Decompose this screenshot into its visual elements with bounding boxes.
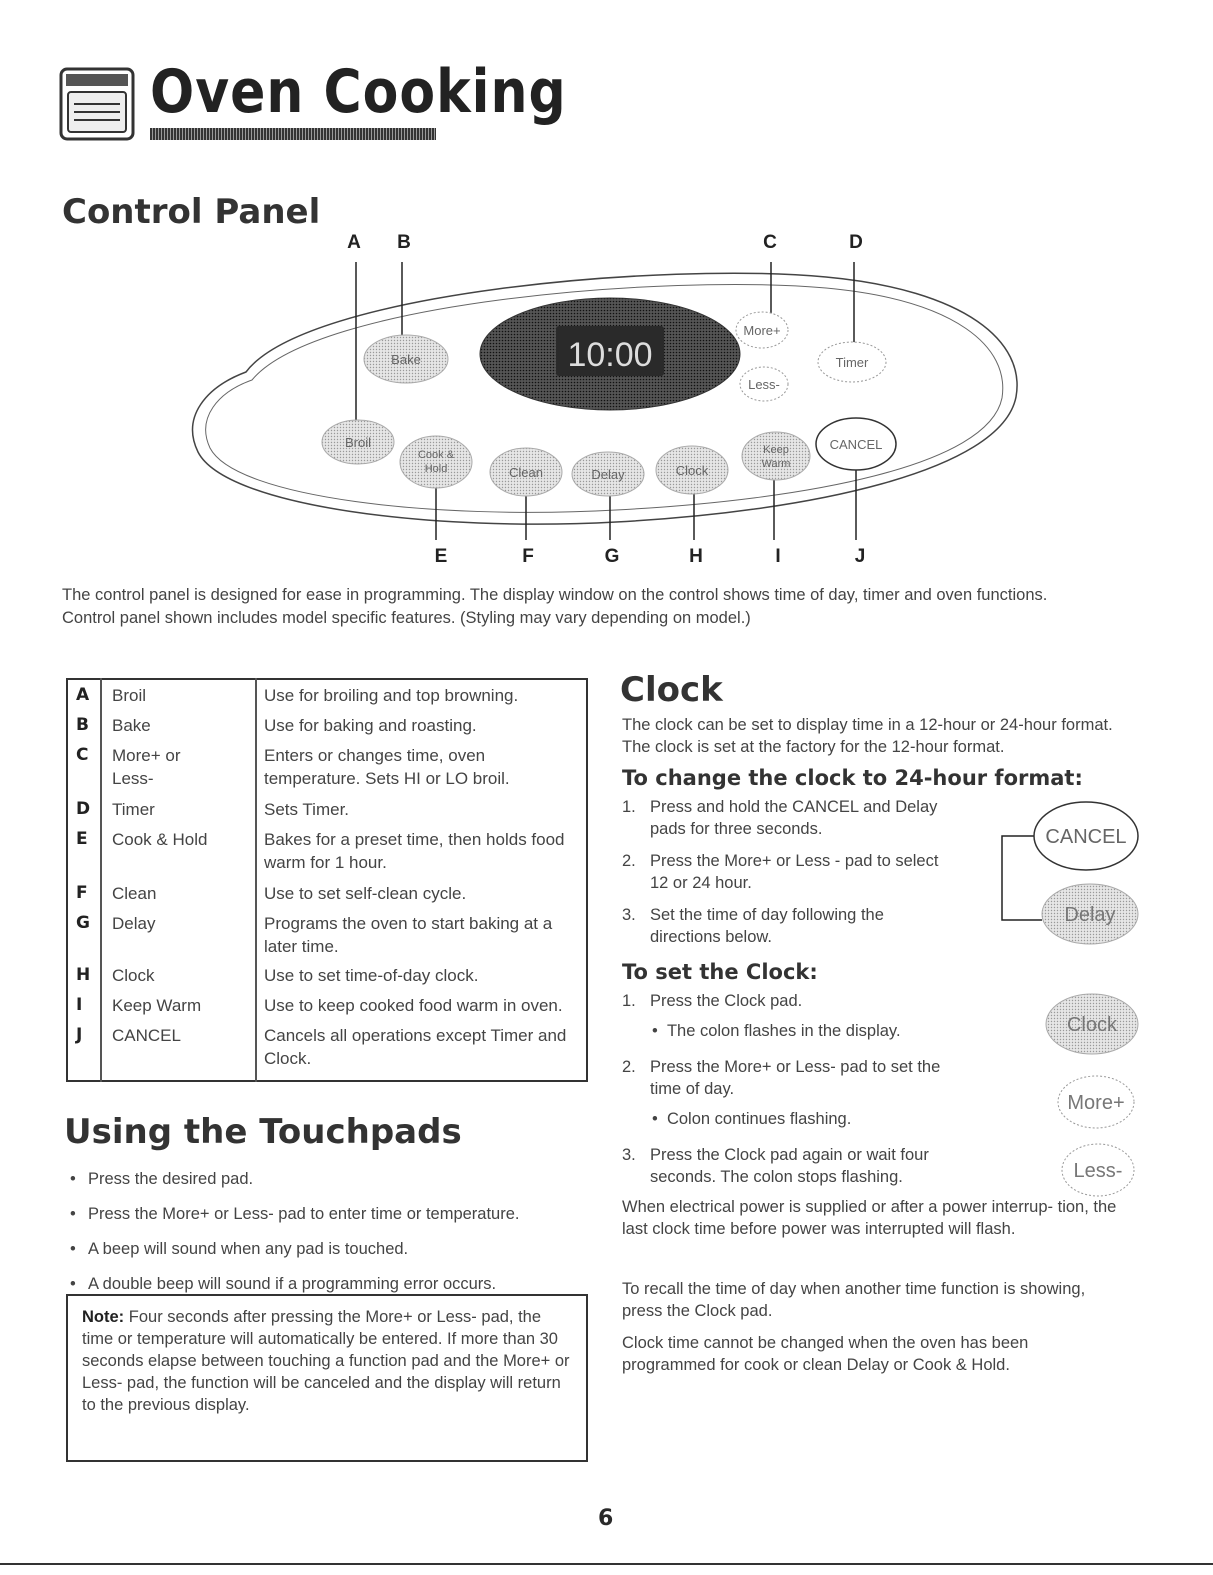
control-panel-diagram bbox=[186, 222, 1046, 578]
row-name: CANCEL bbox=[112, 1026, 181, 1045]
row-desc: Use to set time-of-day clock. bbox=[264, 966, 479, 985]
row-letter: E bbox=[76, 829, 88, 849]
svg-text:Clock: Clock bbox=[1066, 1014, 1118, 1036]
row-desc: Use to set self-clean cycle. bbox=[264, 884, 467, 903]
row-name: Timer bbox=[112, 800, 155, 819]
row-name: Bake bbox=[112, 716, 151, 735]
row-desc: Bakes for a preset time, then holds food warm for 1 hour. bbox=[264, 830, 565, 872]
row-desc: Use for broiling and top browning. bbox=[264, 686, 519, 705]
side-pad-illustrations bbox=[990, 780, 1150, 1200]
legend-table bbox=[66, 678, 588, 1082]
intro-line: The control panel is designed for ease in programming. The display window on the control shows time of day, timer and oven functions. bbox=[62, 586, 1048, 604]
svg-text:Clock: Clock bbox=[675, 463, 709, 478]
clock-pad[interactable] bbox=[1046, 994, 1138, 1054]
svg-text:More+: More+ bbox=[743, 323, 781, 338]
svg-text:Less-: Less- bbox=[748, 377, 780, 392]
control-panel-intro bbox=[62, 584, 1162, 630]
list-item: • A beep will sound when any pad is touched. bbox=[68, 1238, 588, 1260]
clock-pad[interactable] bbox=[656, 446, 728, 494]
display-readout: 10:00 bbox=[567, 336, 653, 374]
callout-i: I bbox=[775, 546, 781, 567]
callout-e: E bbox=[434, 546, 448, 567]
cancel-pad[interactable] bbox=[1034, 802, 1138, 870]
control-panel-heading: Control Panel bbox=[62, 192, 321, 232]
svg-text:Timer: Timer bbox=[835, 355, 869, 370]
row-name: Cook & Hold bbox=[112, 830, 208, 849]
row-letter: A bbox=[76, 685, 90, 705]
row-desc: Programs the oven to start baking at a later time. bbox=[264, 914, 553, 956]
clean-pad[interactable] bbox=[490, 448, 562, 496]
row-letter: D bbox=[76, 799, 91, 819]
svg-text:Broil: Broil bbox=[344, 435, 372, 450]
note-text: Four seconds after pressing the More+ or Less- pad, the time or temperature will automatically be entered. If more than 30 seconds elapse between touching a function pad and the More+ or Less- pad, the function will be canceled and the display will return to the previous display. bbox=[82, 1308, 570, 1414]
row-letter: G bbox=[76, 913, 90, 933]
svg-text:CANCEL: CANCEL bbox=[829, 437, 883, 452]
touchpads-heading: Using the Touchpads bbox=[64, 1112, 462, 1152]
row-desc: Sets Timer. bbox=[264, 800, 350, 819]
row-letter: F bbox=[76, 883, 88, 903]
more-pad[interactable] bbox=[736, 312, 788, 348]
title-underline bbox=[150, 128, 436, 140]
svg-text:Less-: Less- bbox=[1073, 1160, 1123, 1182]
cancel-pad[interactable] bbox=[816, 418, 896, 470]
row-name: Clean bbox=[112, 884, 157, 903]
more-pad[interactable] bbox=[1058, 1076, 1134, 1128]
svg-text:Hold: Hold bbox=[424, 463, 448, 475]
callout-g: G bbox=[604, 546, 620, 567]
table-divider bbox=[255, 678, 257, 1082]
set-clock-heading: To set the Clock: bbox=[622, 960, 818, 984]
timer-pad[interactable] bbox=[818, 342, 886, 382]
note-label: Note: bbox=[82, 1308, 125, 1326]
clock-heading: Clock bbox=[620, 670, 723, 710]
clock-para: Clock time cannot be changed when the oven has been programmed for cook or clean Delay or Cook & Hold. bbox=[622, 1334, 1029, 1374]
list-item: • Press the desired pad. bbox=[68, 1168, 588, 1190]
callout-a: A bbox=[347, 232, 361, 253]
svg-text:Warm: Warm bbox=[761, 458, 791, 470]
oven-icon bbox=[58, 66, 136, 142]
bake-pad[interactable] bbox=[364, 335, 448, 383]
row-name: Clock bbox=[112, 966, 155, 985]
svg-text:Bake: Bake bbox=[391, 352, 421, 367]
row-name: More+ or Less- bbox=[112, 746, 181, 788]
broil-pad[interactable] bbox=[322, 420, 394, 464]
callout-b: B bbox=[397, 232, 411, 253]
intro-line: Control panel shown includes model specific features. (Styling may vary depending on model.) bbox=[62, 609, 751, 627]
row-desc: Enters or changes time, oven temperature. Sets HI or LO broil. bbox=[264, 746, 510, 788]
svg-text:Clean: Clean bbox=[509, 465, 543, 480]
svg-text:Delay: Delay bbox=[1064, 904, 1116, 926]
cook-hold-pad[interactable] bbox=[400, 436, 472, 488]
delay-pad[interactable] bbox=[572, 452, 644, 496]
callout-h: H bbox=[689, 546, 703, 567]
sub-bullet: • The colon flashes in the display. bbox=[652, 1022, 901, 1040]
callout-f: F bbox=[522, 546, 534, 567]
less-pad[interactable] bbox=[740, 367, 788, 401]
clock-para: To recall the time of day when another time function is showing, press the Clock pad. bbox=[622, 1280, 1086, 1320]
list-item: • Press the More+ or Less- pad to enter time or temperature. bbox=[68, 1203, 588, 1225]
clock-intro: The clock can be set to display time in a 12-hour or 24-hour format. The clock is set at the factory for the 12-hour format. bbox=[622, 716, 1113, 756]
row-name: Keep Warm bbox=[112, 996, 202, 1015]
note-box bbox=[66, 1294, 588, 1462]
clock-para: When electrical power is supplied or after a power interrup- tion, the last clock time before power was interrupted will flash. bbox=[622, 1198, 1117, 1238]
table-divider bbox=[100, 678, 102, 1082]
callout-c: C bbox=[763, 232, 777, 253]
list-item: • A double beep will sound if a programming error occurs. bbox=[68, 1273, 588, 1295]
touchpads-bullets bbox=[68, 1168, 588, 1308]
row-letter: I bbox=[76, 995, 83, 1015]
delay-pad[interactable] bbox=[1042, 884, 1138, 944]
svg-text:Delay: Delay bbox=[591, 467, 625, 482]
bottom-rule bbox=[0, 1563, 1213, 1565]
svg-text:Keep: Keep bbox=[763, 444, 789, 456]
change-format-heading: To change the clock to 24-hour format: bbox=[622, 766, 1083, 790]
row-letter: C bbox=[76, 745, 89, 765]
page-title: Oven Cooking bbox=[150, 58, 567, 127]
row-letter: B bbox=[76, 715, 89, 735]
row-letter: J bbox=[76, 1025, 83, 1045]
sub-bullet: • Colon continues flashing. bbox=[652, 1110, 852, 1128]
row-name: Broil bbox=[112, 686, 147, 705]
row-desc: Cancels all operations except Timer and Clock. bbox=[264, 1026, 567, 1068]
row-name: Delay bbox=[112, 914, 156, 933]
row-desc: Use to keep cooked food warm in oven. bbox=[264, 996, 563, 1015]
less-pad[interactable] bbox=[1062, 1144, 1134, 1196]
callout-d: D bbox=[849, 232, 863, 253]
row-letter: H bbox=[76, 965, 91, 985]
svg-text:More+: More+ bbox=[1067, 1092, 1125, 1114]
page-number: 6 bbox=[598, 1506, 614, 1531]
svg-text:CANCEL: CANCEL bbox=[1045, 826, 1127, 848]
row-desc: Use for baking and roasting. bbox=[264, 716, 477, 735]
svg-text:Cook &: Cook & bbox=[417, 449, 455, 461]
keep-warm-pad[interactable] bbox=[742, 432, 810, 480]
callout-j: J bbox=[854, 546, 866, 567]
